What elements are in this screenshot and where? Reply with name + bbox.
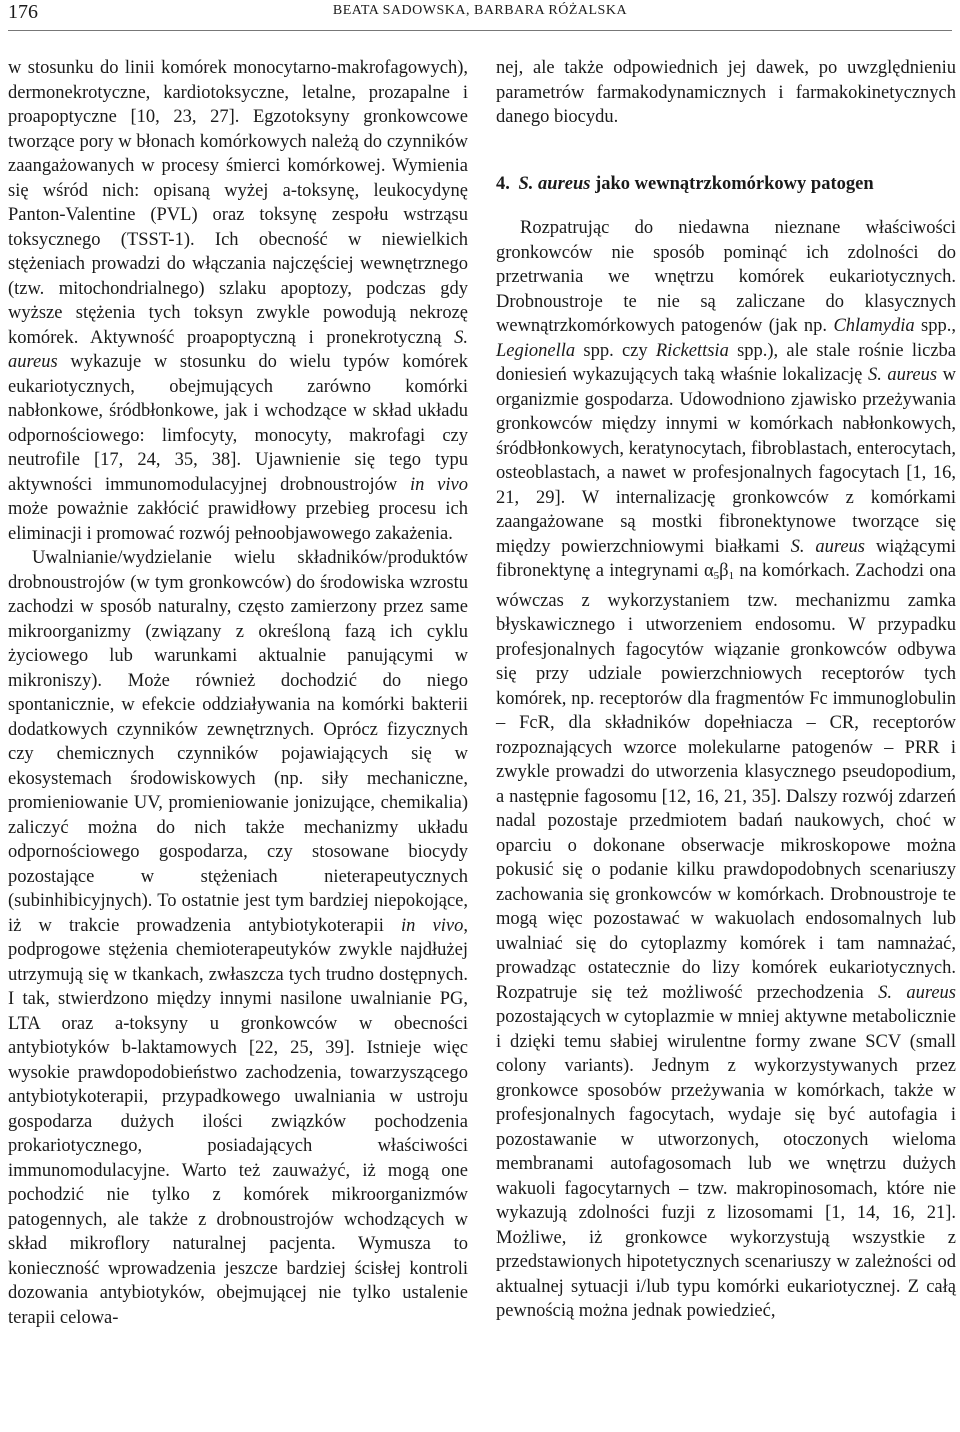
left-column xyxy=(8,56,468,1330)
text-run: wykazuje w stosunku do wielu typów komórek eukariotycznych, obejmujących zarówno komórki nabłonkowe, śródbłonkowe, jak i wchodzące w skład układu odpornościowego: limfocyty, monocyty, makrofagi czy neutrofile [17, 24, 35, 38]. Ujawnienie się tego typu aktywności immunomodulacyjnej drobnoustrojów xyxy=(8,352,468,495)
section-title: jako wewnątrzkomórkowy patogen xyxy=(590,173,874,194)
genus-name: Rickettsia xyxy=(655,340,729,361)
beta-subscript: 1 xyxy=(728,570,735,582)
page-header xyxy=(8,0,952,26)
paragraph xyxy=(496,216,956,1324)
paragraph: nej, ale także odpowiednich jej dawek, po uwzględnieniu parametrów farmakodynamicznych i farmakokinetycznych danego biocydu. xyxy=(496,58,956,127)
running-head: BEATA SADOWSKA, BARBARA RÓŻALSKA xyxy=(332,3,628,18)
section-title-species: S. aureus xyxy=(518,173,591,194)
species-name: S. aureus xyxy=(8,327,468,372)
section-number: 4. xyxy=(496,173,510,194)
page-number: 176 xyxy=(8,1,38,23)
text-run: pozostających w cytoplazmie w mniej aktywne metabolicznie i dzięki temu słabiej wirulentne formy zwane SCV (small colony variants). Jednym z wykorzystywanych przez gronkowce sposobów przeżywania w komórkach, także w profesjonalnych fagocytach, wydaje się być autofagia i pozostawanie w utworzonych, otoczonych wieloma membranami autofagosomach lub we wnętrzu dużych wakuoli fagocytarnych – tzw. makropinosomach, które nie wykazują zdolności fuzji z lizosomami [1, 14, 16, 21]. Możliwe, iż gronkowce wykorzystują wszystkie z przedstawionych hipotetycznych scenariuszy w zależności od aktualnej sytuacji i/lub typu komórki eukariotycznej. Z całą pewnością można jednak powiedzieć, xyxy=(496,1007,956,1321)
species-name: S. aureus xyxy=(790,536,866,557)
text-run: spp., xyxy=(914,316,956,336)
latin-term: in vivo xyxy=(410,474,468,495)
header-rule xyxy=(8,30,952,31)
paragraph xyxy=(8,546,468,1330)
text-run: w stosunku do linii komórek monocytarno-makrofagowych), dermonekrotyczne, kardiotoksyczne, letalne, prozapalne i proapoptyczne [10, 23, 27]. Egzotoksyny gronkowcowe tworzące pory w błonach komórkowych należą do czynników zaangażowanych w procesy śmierci komórkowej. Wymienia się wśród nich: opisaną wyżej a-toksynę, leukocydynę Panton-Valentine (PVL) oraz toksynę zespołu wstrząsu toksycznego (TSST-1). Ich obecność w niewielkich stężeniach prowadzi do włączania najczęściej wewnętrznego (tzw. mitochondrialnego) szlaku apoptozy, podczas gdy wyższe stężenia tych toksyn zwykle powodują nekrozę komórek. Aktywność proapoptyczną i pronekrotyczną xyxy=(8,58,468,348)
text-run: spp.), ale stale rośnie liczba doniesień wykazujących taką właśnie lokalizację xyxy=(496,340,956,385)
right-column xyxy=(496,56,956,1324)
text-run: w organizmie gospodarza. Udowodniono zjawisko przeżywania gronkowców między innymi w komórkach nabłonkowych, śródbłonkowych, keratynocytach, fibroblastach, enterocytach, osteoblastach, a nawet w profesjonalnych fagocytach [1, 16, 21, 29]. W internalizację gronkowców z komórkami zaangażowane są mostki fibronektynowe tworzące się między powierzchniowymi białkami xyxy=(496,365,956,557)
text-run: może poważnie zakłócić prawidłowy przebieg procesu ich eliminacji i promować rozwój pełnoobjawowego zakażenia. xyxy=(8,499,468,544)
species-name: S. aureus xyxy=(867,365,938,385)
alpha-subscript: 5 xyxy=(713,570,720,582)
genus-name: Legionella xyxy=(496,340,576,361)
text-run: na komórkach. Zachodzi ona wówczas z wykorzystaniem tzw. mechanizmu zamka błyskawicznego i utworzeniem endosomu. W przypadku profesjonalnych fagocytów wiązanie gronkowców odbywa się przy udziale powierzchniowych receptorów tych komórek, np. receptorów dla fragmentów Fc immunoglobulin – FcR, dla składników dopełniacza – CR, receptorów rozpoznających wzorce molekularne patogenów – PRR i zwykle prowadzi do utworzenia klasycznego pseudopodium, a następnie fagosomu [12, 16, 21, 35]. Dalszy rozwój zdarzeń nadal pozostaje przedmiotem badań naukowych, choć w oparciu o dokonane obserwacje mikroskopowe można pokusić się o podanie kilku prawdopodobnych scenariuszy zachowania się gronkowców w komórkach. Drobnoustroje te mogą więc pozostawać w wakuolach endosomalnych lub uwalniać się do cytoplazmy komórek i tam namnażać, prowadząc ostatecznie do lizy komórek eukariotycznych. Rozpatruje się też możliwość przechodzenia xyxy=(496,561,956,1003)
section-heading xyxy=(496,172,956,197)
species-name: S. aureus xyxy=(878,982,956,1003)
text-run: spp. czy xyxy=(575,340,656,361)
beta-symbol: β xyxy=(719,561,729,581)
latin-term: in vivo xyxy=(401,915,464,936)
text-run: , podprogowe stężenia chemioterapeutyków zwykle najdłużej utrzymują się w tkankach, zwłaszcza tych trudno dostępnych. I tak, stwierdzono między innymi nasilone uwalnianie PG, LTA oraz a-toksyny u gronkowców w obecności antybiotyków b-laktamowych [22, 25, 39]. Istnieje więc wysokie prawdopodobieństwo zachodzenia, towarzyszącego antybiotykoterapii, przypadkowego uwalniania w ustroju gospodarza dużych ilości związków pochodzenia prokariotycznego, posiadających właściwości immunomodulacyjne. Warto też zauważyć, iż mogą one pochodzić nie tylko z komórek mikroorganizmów patogennych, ale także z drobnoustrojów wchodzących w skład mikroflory naturalnej pacjenta. Wymusza to konieczność wprowadzenia jeszcze bardziej ścisłej kontroli dozowania antybiotyków, obejmującej nie tylko ustalenie terapii celowa- xyxy=(8,915,468,1328)
alpha-symbol: α xyxy=(703,561,714,581)
paragraph xyxy=(8,56,468,546)
text-run: Uwalnianie/wydzielanie wielu składników/produktów drobnoustrojów (w tym gronkowców) do środowiska wzrostu zachodzi w sposób naturalny, często zamierzony przez same mikroorganizmy (związany z określoną fazą ich cyklu życiowego lub warunkami aktualnie panującymi w mikroniszy). Może również dochodzić do niego spontanicznie, w efekcie oddziaływania na komórki bakterii dodatkowych czynników zewnętrznych. Oprócz fizycznych czy chemicznych czynników pojawiających się w ekosystemach środowiskowych (np. siły mechaniczne, promieniowanie UV, promieniowanie jonizujące, chemikalia) zaliczyć można do nich także mechanizmy układu odpornościowego gospodarza, czy stosowane biocydy pozostające w stężeniach nieterapeutycznych (subinhibicyjnych). To ostatnie jest tym bardziej niepokojące, iż w trakcie prowadzenia antybiotykoterapii xyxy=(8,548,468,936)
text-run: Rozpatrując do niedawna nieznane właściwości gronkowców nie sposób pominąć ich zdolności do przetrwania we wnętrzu komórek eukariotycznych. Drobnoustroje te nie są zaliczane do klasycznych wewnątrzkomórkowych patogenów (jak np. xyxy=(496,218,956,336)
text-run: wiążącymi fibronektynę a integrynami xyxy=(496,536,956,581)
genus-name: Chlamydia xyxy=(833,316,915,336)
